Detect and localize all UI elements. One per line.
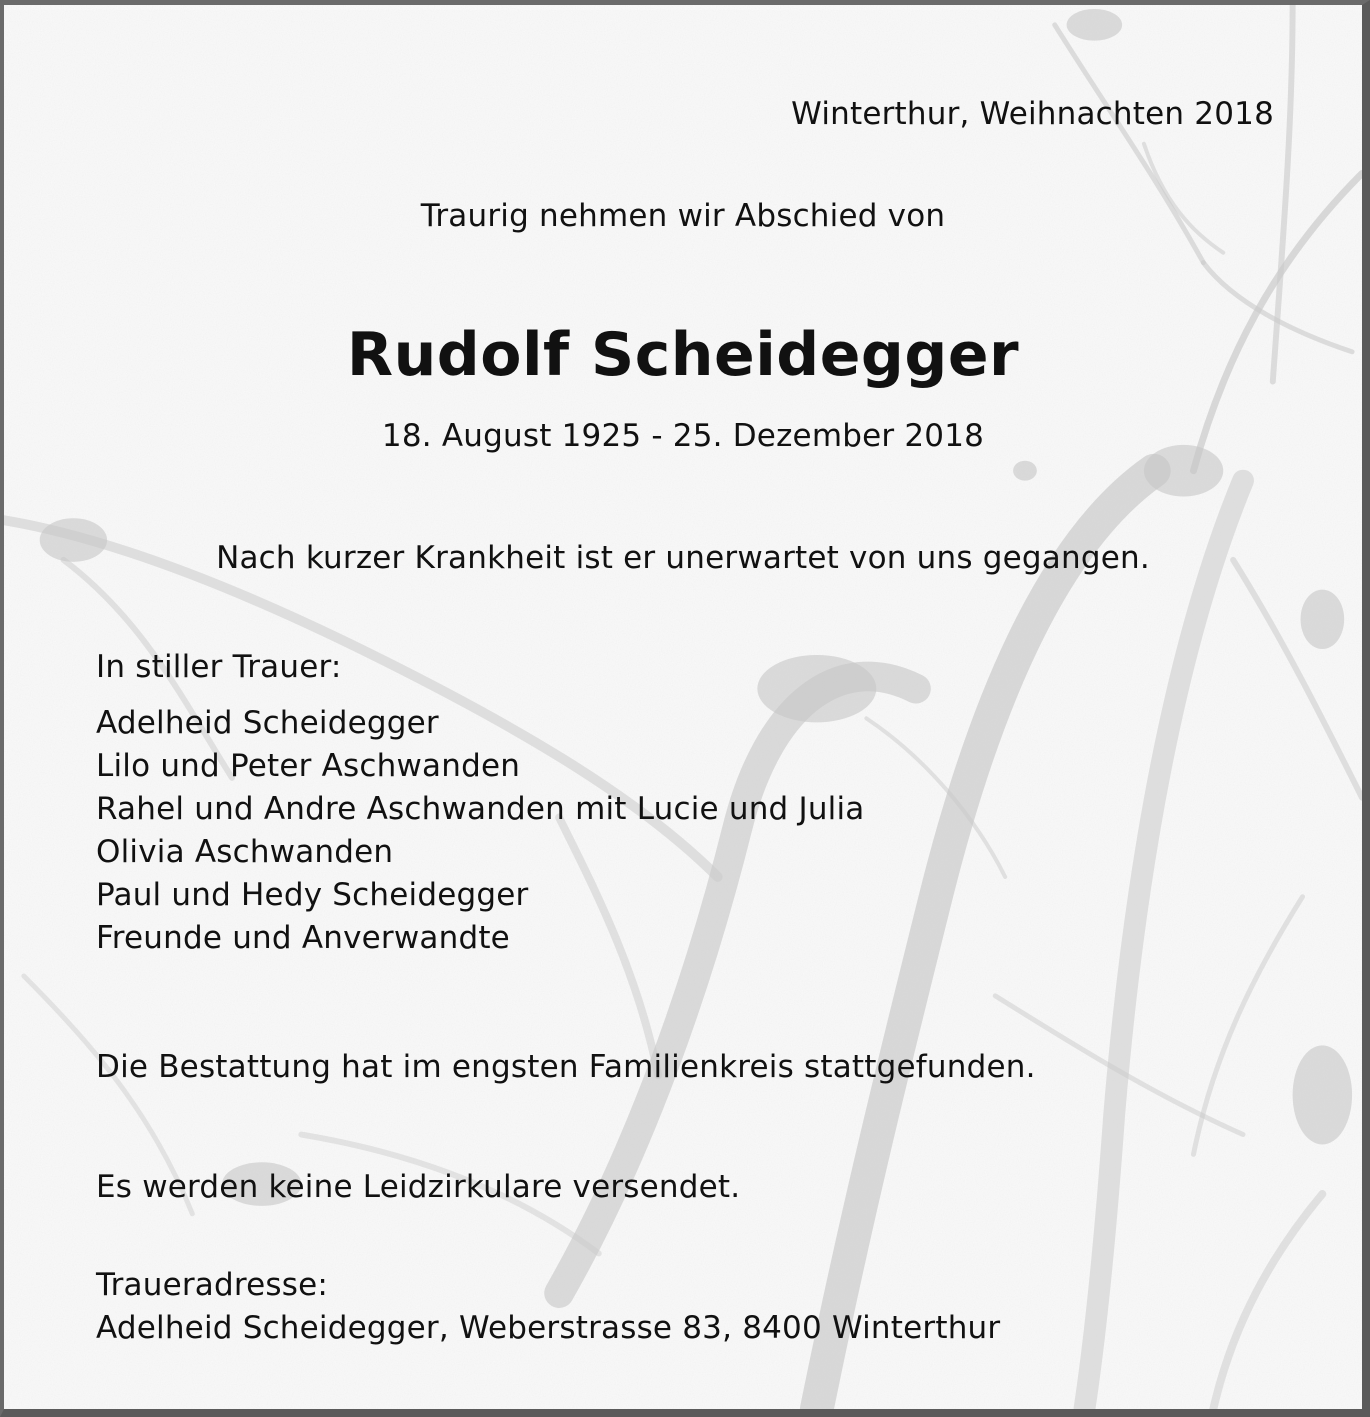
mourner-item: Lilo und Peter Aschwanden <box>96 748 521 784</box>
circumstance-text: Nach kurzer Krankheit ist er unerwartet von uns gegangen. <box>216 540 1150 576</box>
circulars-note: Es werden keine Leidzirkulare versendet. <box>96 1169 741 1205</box>
mourner-item: Rahel und Andre Aschwanden mit Lucie und Julia <box>96 791 865 827</box>
mourner-item: Freunde und Anverwandte <box>96 920 510 956</box>
funeral-note: Die Bestattung hat im engsten Familienkreis stattgefunden. <box>96 1049 1036 1085</box>
mourning-address: Adelheid Scheidegger, Weberstrasse 83, 8400 Winterthur <box>96 1310 1001 1346</box>
place-and-date: Winterthur, Weihnachten 2018 <box>791 96 1274 132</box>
mourner-item: Paul und Hedy Scheidegger <box>96 877 529 913</box>
life-dates: 18. August 1925 - 25. Dezember 2018 <box>381 418 985 454</box>
mourning-heading: In stiller Trauer: <box>96 649 342 685</box>
intro-line: Traurig nehmen wir Abschied von <box>420 198 946 234</box>
mourner-item: Olivia Aschwanden <box>96 834 394 870</box>
mourner-item: Adelheid Scheidegger <box>96 705 439 741</box>
mourners-list <box>96 702 865 960</box>
deceased-name: Rudolf Scheidegger <box>346 320 1020 390</box>
address-label: Traueradresse: <box>96 1267 329 1303</box>
